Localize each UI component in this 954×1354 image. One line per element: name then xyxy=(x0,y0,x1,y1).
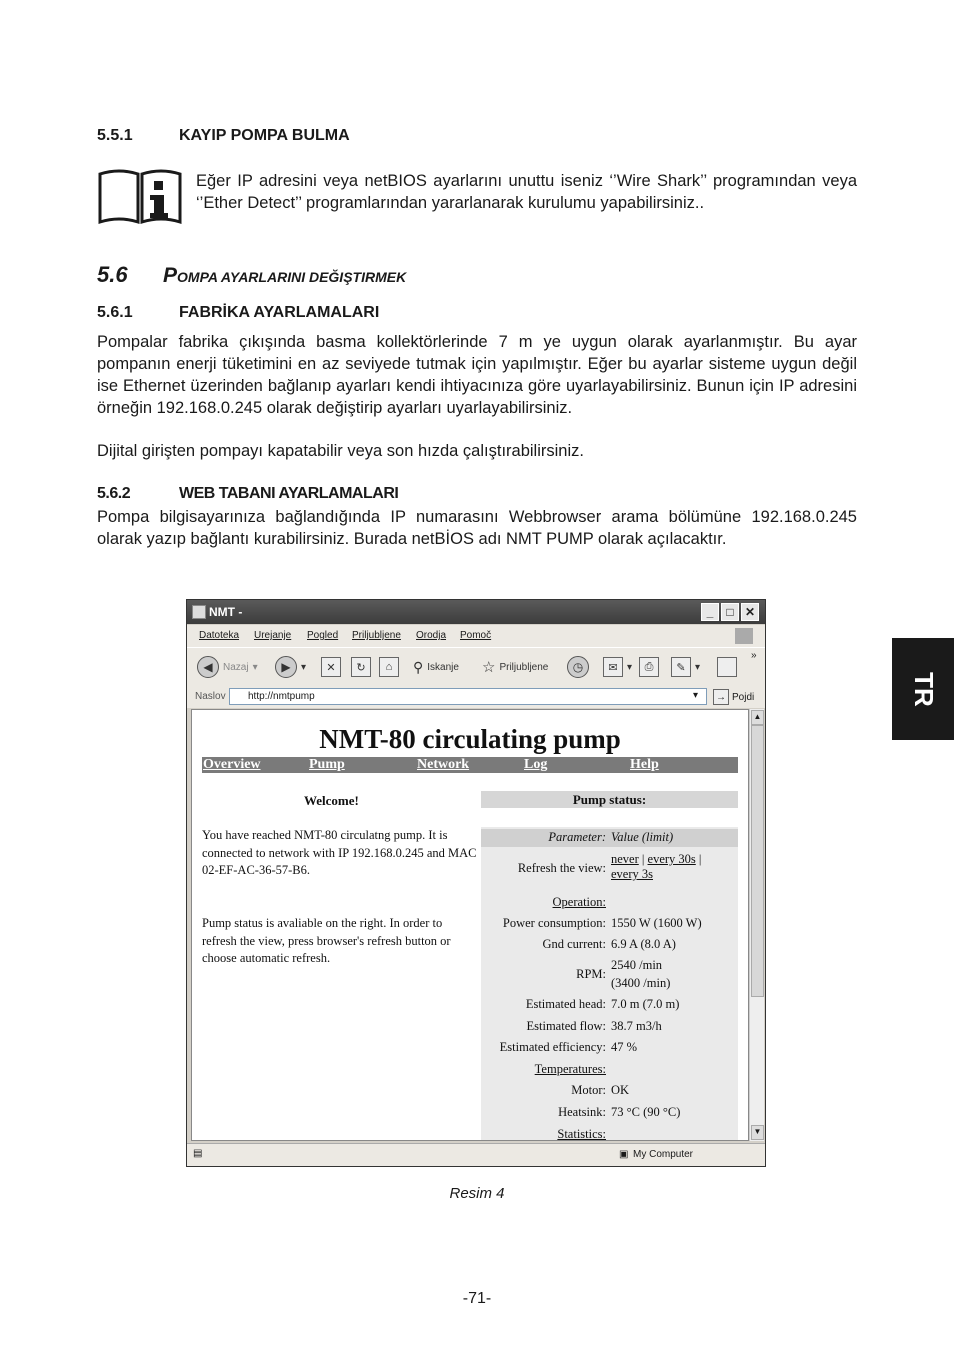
section-title: KAYIP POMPA BULMA xyxy=(179,127,350,144)
edit-button[interactable]: ✎ ▾ xyxy=(671,656,700,678)
refresh-never-link[interactable]: never xyxy=(611,852,639,866)
section-title: FABRİKA AYARLAMALARI xyxy=(179,304,380,321)
ie-icon xyxy=(192,605,206,619)
close-button[interactable]: ✕ xyxy=(741,603,759,621)
row-label: Estimated efficiency: xyxy=(499,1040,606,1054)
param-header: Parameter: xyxy=(548,830,606,844)
search-label: Iskanje xyxy=(427,661,459,673)
browser-window-screenshot xyxy=(186,599,766,1167)
paragraph-digital-input: Dijital girişten pompayı kapatabilir veya son hızda çalıştırabilirsiniz. xyxy=(97,442,584,460)
menu-favorites[interactable]: Priljubljene xyxy=(352,630,401,641)
chevron-more-icon[interactable]: » xyxy=(751,650,757,661)
pump-status-table: Parameter: Value (limit) Refresh the view: never | every 30s | every 3s Operation: Power consumption: 1550 W (1600 W) Gnd current: 6.9 A (8.0 A) RPM: 2540 /min (3400 /min) Estimated head: 7.0 m (7.0 m) Estimated flow: 38.7 m3/h Estimated efficiency: 47 % Temperatures: Motor: OK Heatsink: 73 °C (90 °C) Statistics: xyxy=(481,827,738,1141)
favorites-label: Priljubljene xyxy=(499,661,549,673)
search-button[interactable] xyxy=(413,656,459,678)
refresh-30s-link[interactable]: every 30s xyxy=(647,852,696,866)
row-value: 2540 /min xyxy=(611,958,663,972)
print-button[interactable] xyxy=(639,656,659,678)
refresh-button[interactable] xyxy=(351,656,371,678)
section-5-6-heading xyxy=(97,262,406,288)
section-number: 5.6.1 xyxy=(97,304,133,321)
toolbar xyxy=(187,647,765,687)
stop-icon: ✕ xyxy=(321,657,341,677)
nav-overview[interactable]: Overview xyxy=(203,757,261,772)
address-bar xyxy=(187,686,765,708)
star-icon: ☆ xyxy=(482,659,496,676)
nav-help[interactable]: Help xyxy=(630,757,659,772)
page-title: NMT-80 circulating pump xyxy=(319,724,621,754)
value-header: Value (limit) xyxy=(611,830,674,844)
forward-arrow-icon: ▶ xyxy=(275,656,297,678)
status-bar xyxy=(187,1143,765,1166)
intro-text-2: Pump status is avaliable on the right. In order to refresh the view, press browser's refresh button or choose automatic refresh. xyxy=(202,916,451,965)
discuss-button[interactable] xyxy=(717,656,737,678)
section-number: 5.6.2 xyxy=(97,485,131,502)
go-button[interactable] xyxy=(713,689,754,705)
menu-file[interactable]: Datoteka xyxy=(199,630,240,641)
mail-icon: ✉ xyxy=(603,657,623,677)
menu-bar xyxy=(187,625,765,647)
print-icon: ⎙ xyxy=(639,657,659,677)
row-value: OK xyxy=(611,1083,630,1097)
search-icon: ⚲ xyxy=(413,658,424,675)
title-bar xyxy=(187,600,765,624)
row-value: 47 % xyxy=(611,1040,638,1054)
row-value: 6.9 A (8.0 A) xyxy=(611,937,676,951)
welcome-heading: Welcome! xyxy=(304,793,359,808)
row-label: RPM: xyxy=(576,967,606,981)
maximize-button[interactable]: □ xyxy=(721,603,739,621)
home-icon: ⌂ xyxy=(379,657,399,677)
forward-button[interactable]: ▶ ▾ xyxy=(275,656,306,678)
paragraph-factory-settings: Pompalar fabrika çıkışında basma kollektörlerinde 7 m ye uygun olarak ayarlanmıştır. Bu ayar pompanın enerji tüketimini en az seviyede tutmak için yapılmıştır. Eğer bu ayarlar sisteme uygun değil ise Ethernet üzerinden bağlanıp ayarları kendi ihtiyacınıza göre uyarlayabilirsiniz. Bunun için IP adresini örneğin 192.168.0.245 olarak değiştirip ayarları uyarlayabilirsiniz. xyxy=(97,333,857,417)
refresh-3s-link[interactable]: every 3s xyxy=(611,867,653,881)
section-title-initial: P xyxy=(163,264,178,287)
section-number: 5.6 xyxy=(97,262,128,287)
menu-edit[interactable]: Urejanje xyxy=(254,630,292,641)
menu-tools[interactable]: Orodja xyxy=(416,630,447,641)
windows-logo-icon xyxy=(735,628,753,644)
row-label: Gnd current: xyxy=(542,937,606,951)
nav-bar xyxy=(202,757,738,773)
statistics-section: Statistics: xyxy=(557,1127,606,1141)
nav-pump[interactable]: Pump xyxy=(309,757,345,772)
row-label: Estimated flow: xyxy=(526,1019,606,1033)
row-value: 38.7 m3/h xyxy=(611,1019,662,1033)
page-icon: ▤ xyxy=(193,1148,203,1159)
row-value: 7.0 m (7.0 m) xyxy=(611,997,680,1011)
refresh-icon: ↻ xyxy=(351,657,371,677)
address-input[interactable]: http://nmtpump xyxy=(229,688,707,705)
section-5-5-1-heading xyxy=(97,127,350,145)
info-note: Eğer IP adresini veya netBIOS ayarlarını unuttu iseniz ‘’Wire Shark’’ programından veya ‘’Ether Detect’’ programlarından yararlanarak kurulumu yapabilirsiniz.. xyxy=(196,172,857,212)
home-button[interactable] xyxy=(379,656,399,678)
mail-button[interactable]: ✉ ▾ xyxy=(603,656,632,678)
row-label: Estimated head: xyxy=(525,997,606,1011)
row-value-limit: (3400 /min) xyxy=(611,976,671,990)
section-number: 5.5.1 xyxy=(97,127,133,144)
section-5-6-2-heading xyxy=(97,485,398,503)
history-button[interactable] xyxy=(567,656,589,678)
nav-log[interactable]: Log xyxy=(524,757,548,772)
pump-status-heading: Pump status: xyxy=(481,791,738,808)
zone-label: My Computer xyxy=(633,1149,694,1160)
intro-text-1: You have reached NMT-80 circulatng pump. It is connected to network with IP 192.168.0.245 and MAC 02-EF-AC-36-57-B6. xyxy=(202,828,477,877)
section-title-rest: OMPA AYARLARINI DEĞIŞTIRMEK xyxy=(177,269,407,285)
row-label: Power consumption: xyxy=(502,916,606,930)
table-header-row xyxy=(481,829,738,847)
history-icon: ◷ xyxy=(567,656,589,678)
temperatures-section: Temperatures: xyxy=(534,1062,606,1076)
paragraph-web-settings: Pompa bilgisayarınıza bağlandığında IP numarasını Webbrowser arama bölümüne 192.168.0.245 olarak yazıp bağlantı kurabilirsiniz. Burada netBİOS adı NMT PUMP olarak açılacaktır. xyxy=(97,508,857,548)
go-label: Pojdi xyxy=(732,691,755,703)
nav-network[interactable]: Network xyxy=(417,757,470,772)
language-tab xyxy=(892,638,954,740)
stop-button[interactable] xyxy=(321,656,341,678)
discuss-icon xyxy=(717,657,737,677)
computer-icon: ▣ xyxy=(619,1149,629,1160)
scroll-up-icon[interactable]: ▲ xyxy=(751,710,764,725)
refresh-label: Refresh the view: xyxy=(517,861,606,875)
address-label: Naslov xyxy=(195,691,226,702)
scroll-down-icon[interactable]: ▼ xyxy=(751,1125,764,1140)
language-tab-label: TR xyxy=(908,671,939,707)
vertical-scrollbar[interactable] xyxy=(749,709,764,1141)
menu-help[interactable]: Pomoč xyxy=(460,630,492,641)
minimize-button[interactable]: _ xyxy=(701,603,719,621)
section-title: WEB TABANI AYARLAMALARI xyxy=(179,485,399,502)
row-label: Motor: xyxy=(571,1083,606,1097)
edit-icon: ✎ xyxy=(671,657,691,677)
back-label: Nazaj xyxy=(223,661,249,673)
operation-section: Operation: xyxy=(552,895,606,909)
window-title: NMT - xyxy=(209,605,243,619)
row-label: Heatsink: xyxy=(558,1105,606,1119)
section-5-6-1-heading xyxy=(97,304,379,322)
info-book-icon xyxy=(97,168,183,226)
webpage-content xyxy=(191,709,749,1141)
back-arrow-icon: ◀ xyxy=(197,656,219,678)
row-value: 73 °C (90 °C) xyxy=(611,1105,681,1119)
menu-view[interactable]: Pogled xyxy=(307,630,339,641)
favorites-button[interactable] xyxy=(482,656,548,678)
go-arrow-icon: → xyxy=(713,689,729,705)
row-value: 1550 W (1600 W) xyxy=(611,916,702,930)
chevron-down-icon[interactable]: ▾ xyxy=(693,690,699,701)
page-number: -71- xyxy=(462,1290,492,1307)
scroll-thumb[interactable] xyxy=(751,725,764,997)
back-button[interactable]: ◀ Nazaj ▾ xyxy=(197,656,258,678)
figure-caption: Resim 4 xyxy=(449,1185,505,1202)
